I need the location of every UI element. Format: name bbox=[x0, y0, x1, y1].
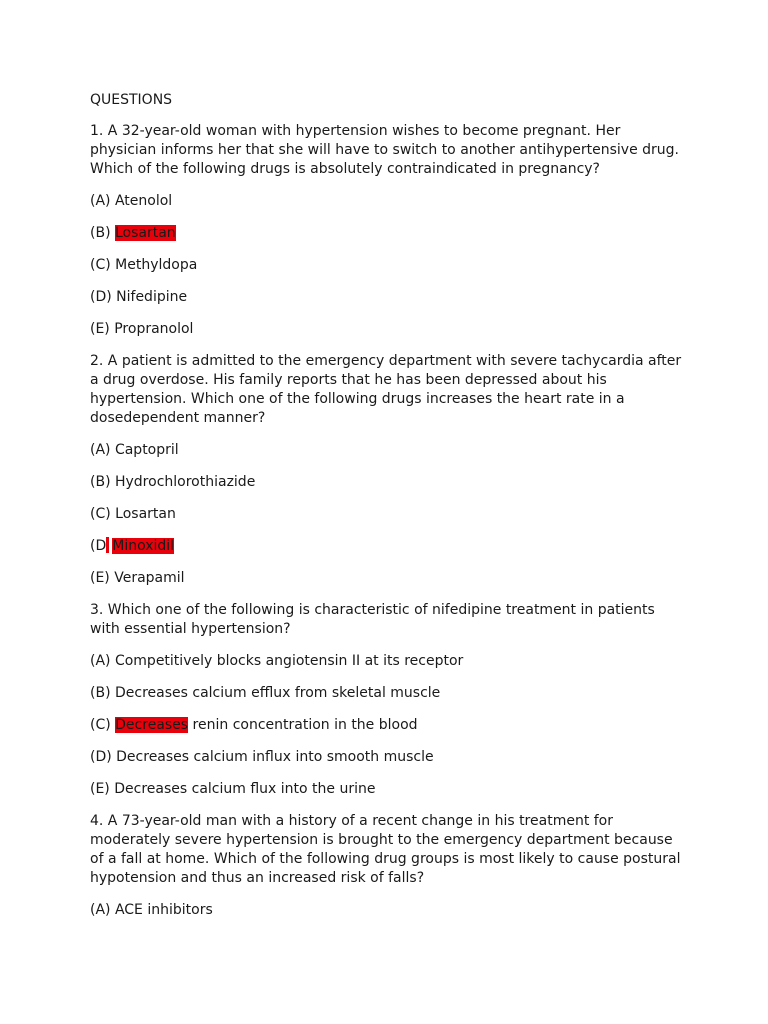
option-letter: (B) bbox=[90, 474, 115, 490]
option-text: Methyldopa bbox=[115, 257, 198, 273]
question-text-line: Which of the following drugs is absolutely contraindicated in pregnancy? bbox=[90, 161, 600, 177]
option-letter: (D) bbox=[90, 749, 117, 765]
highlighted-answer: Decreases bbox=[115, 717, 189, 733]
question-list bbox=[90, 122, 690, 920]
question-3 bbox=[90, 601, 690, 799]
question-text-line: moderately severe hypertension is brought to the emergency department because bbox=[90, 832, 673, 848]
option-letter: (D) bbox=[90, 289, 117, 305]
answer-option bbox=[90, 748, 690, 767]
option-letter: (A) bbox=[90, 653, 115, 669]
question-stem bbox=[90, 812, 690, 888]
option-text: Captopril bbox=[114, 442, 179, 458]
question-text-line: hypotension and thus an increased risk of falls? bbox=[90, 870, 425, 886]
question-text-line: of a fall at home. Which of the following drug groups is most likely to cause postural bbox=[90, 851, 681, 867]
highlighted-answer: Losartan bbox=[114, 225, 176, 241]
question-2 bbox=[90, 352, 690, 588]
answer-option bbox=[90, 684, 690, 703]
answer-option bbox=[90, 224, 690, 243]
option-letter: (E) bbox=[90, 321, 115, 337]
option-text: Nifedipine bbox=[116, 289, 188, 305]
answer-option bbox=[90, 652, 690, 671]
question-text-line: physician informs her that she will have to switch to another antihypertensive drug. bbox=[90, 142, 679, 158]
option-text: Competitively blocks angiotensin II at its receptor bbox=[114, 653, 464, 669]
answer-option bbox=[90, 505, 690, 524]
question-1 bbox=[90, 122, 690, 339]
answer-option bbox=[90, 441, 690, 460]
question-text-line: a drug overdose. His family reports that he has been depressed about his bbox=[90, 372, 607, 388]
question-text-line: hypertension. Which one of the following drugs increases the heart rate in a bbox=[90, 391, 625, 407]
highlight-mark bbox=[106, 537, 109, 553]
option-letter: (A) bbox=[90, 193, 115, 209]
option-text: Hydrochlorothiazide bbox=[114, 474, 256, 490]
question-text-line: with essential hypertension? bbox=[90, 621, 291, 637]
question-text-line: 1. A 32-year-old woman with hypertension wishes to become pregnant. Her bbox=[90, 123, 621, 139]
question-text-line: 3. Which one of the following is characteristic of nifedipine treatment in patients bbox=[90, 602, 655, 618]
option-letter: (B) bbox=[90, 685, 115, 701]
option-letter: (C) bbox=[90, 257, 116, 273]
option-letter: (E) bbox=[90, 781, 115, 797]
option-text: ACE inhibitors bbox=[114, 902, 213, 918]
document-page bbox=[90, 91, 690, 933]
question-4 bbox=[90, 812, 690, 920]
answer-option bbox=[90, 569, 690, 588]
question-stem bbox=[90, 601, 690, 639]
option-letter: (A) bbox=[90, 902, 115, 918]
option-text: Decreases calcium influx into smooth muscle bbox=[116, 749, 434, 765]
question-text-line: dosedependent manner? bbox=[90, 410, 266, 426]
option-letter: (C) bbox=[90, 717, 116, 733]
highlighted-answer: Minoxidil bbox=[112, 538, 175, 554]
answer-option bbox=[90, 473, 690, 492]
answer-option bbox=[90, 320, 690, 339]
option-text: Decreases calcium flux into the urine bbox=[114, 781, 376, 797]
answer-option bbox=[90, 192, 690, 211]
option-letter: (B) bbox=[90, 225, 115, 241]
question-stem bbox=[90, 122, 690, 179]
question-text-line: 4. A 73-year-old man with a history of a recent change in his treatment for bbox=[90, 813, 614, 829]
option-text: Verapamil bbox=[114, 570, 185, 586]
answer-option bbox=[90, 716, 690, 735]
option-text: Losartan bbox=[115, 506, 176, 522]
question-stem bbox=[90, 352, 690, 428]
option-text: Atenolol bbox=[114, 193, 173, 209]
answer-option bbox=[90, 537, 690, 556]
option-text: Decreases calcium efflux from skeletal muscle bbox=[114, 685, 441, 701]
answer-option bbox=[90, 780, 690, 799]
option-letter: (A) bbox=[90, 442, 115, 458]
option-letter: (C) bbox=[90, 506, 116, 522]
question-text-line: 2. A patient is admitted to the emergency department with severe tachycardia after bbox=[90, 353, 682, 369]
option-text: Propranolol bbox=[114, 321, 194, 337]
answer-option bbox=[90, 901, 690, 920]
option-text: renin concentration in the blood bbox=[188, 717, 418, 733]
answer-option bbox=[90, 288, 690, 307]
page-heading: QUESTIONS bbox=[90, 92, 173, 108]
option-letter: (D bbox=[90, 538, 107, 554]
answer-option bbox=[90, 256, 690, 275]
option-letter: (E) bbox=[90, 570, 115, 586]
